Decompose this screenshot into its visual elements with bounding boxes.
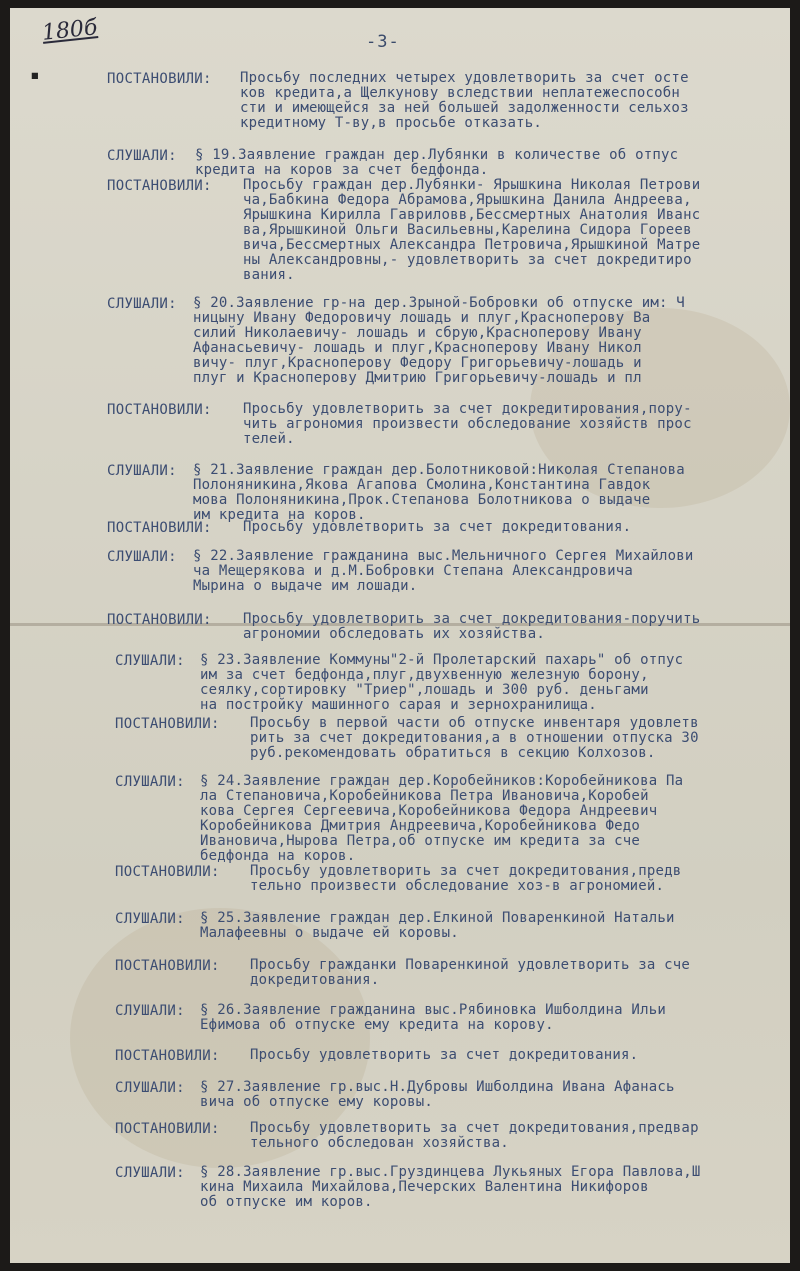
entry-label: СЛУШАЛИ: (115, 911, 185, 927)
entry-label: ПОСТАНОВИЛИ: (107, 178, 212, 194)
entry-text: Просьбу удовлетворить за счет докредитования. (243, 520, 632, 535)
entry-text: § 25.Заявление граждан дер.Елкиной Поваренкиной Натальи Малафеевны о выдаче ей коровы. (200, 911, 675, 941)
page-number: -3- (366, 32, 400, 52)
entry-text: § 26.Заявление гражданина выс.Рябиновка Ишболдина Ильи Ефимова об отпуске ему кредита на корову. (200, 1003, 666, 1033)
entry-label: ПОСТАНОВИЛИ: (107, 71, 212, 87)
document-sheet (10, 8, 790, 1263)
entry-label: ПОСТАНОВИЛИ: (107, 402, 212, 418)
entry-label: ПОСТАНОВИЛИ: (115, 958, 220, 974)
entry-label: СЛУШАЛИ: (107, 148, 177, 164)
entry-text: § 22.Заявление гражданина выс.Мельничного Сергея Михайлови ча Мещерякова и д.М.Бобровки Степана Александровича Мырина о выдаче им лошади. (193, 549, 694, 594)
archive-number: 180б (40, 15, 99, 46)
entry-text: § 27.Заявление гр.выс.Н.Дубровы Ишболдина Ивана Афанась вича об отпуске ему коровы. (200, 1080, 675, 1110)
entry-label: СЛУШАЛИ: (107, 549, 177, 565)
entry-text: § 21.Заявление граждан дер.Болотниковой:Николая Степанова Полоняникина,Якова Агапова Смолина,Константина Гавдок мова Полоняникина,Прок.Степанова Болотникова о выдаче им кредита на коров. (193, 463, 685, 523)
entry-label: СЛУШАЛИ: (115, 1003, 185, 1019)
entry-text: Просьбу удовлетворить за счет докредитования-поручить агрономии обследовать их хозяйства. (243, 612, 701, 642)
entry-label: ПОСТАНОВИЛИ: (115, 716, 220, 732)
entry-text: Просьбу последних четырех удовлетворить за счет осте ков кредита,а Щелкунову вследствии неплатежеспособн сти и имеющейся за ней большей задолженности сельхоз кредитному Т-ву,в просьбе отказать. (240, 71, 689, 131)
entry-text: § 19.Заявление граждан дер.Лубянки в количестве об отпус кредита на коров за счет бедфонда. (195, 148, 679, 178)
entry-text: Просьбу удовлетворить за счет докредитования. (250, 1048, 639, 1063)
entry-text: Просьбу граждан дер.Лубянки- Ярышкина Николая Петрови ча,Бабкина Федора Абрамова,Ярышкина Данила Андреева, Ярышкина Кирилла Гавриловв,Бессмертных Анатолия Иванс ва,Ярышкиной Ольги Васильевны,Карелина Сидора Гореев вича,Бессмертных Александра Петровича,Ярышкиной Матре ны Александровны,- удовлетворить за счет докредитиро вания. (243, 178, 701, 283)
entry-label: СЛУШАЛИ: (115, 653, 185, 669)
entry-text: Просьбу удовлетворить за счет докредитования,предв тельно произвести обследование хоз-в агрономией. (250, 864, 682, 894)
entry-label: ПОСТАНОВИЛИ: (115, 1048, 220, 1064)
entry-text: Просьбу удовлетворить за счет докредитирования,пору- чить агрономия произвести обследование хозяйств прос телей. (243, 402, 692, 447)
entry-label: ПОСТАНОВИЛИ: (107, 520, 212, 536)
entry-label: СЛУШАЛИ: (107, 463, 177, 479)
entry-label: СЛУШАЛИ: (107, 296, 177, 312)
entry-label: СЛУШАЛИ: (115, 1165, 185, 1181)
entry-text: Просьбу гражданки Поваренкиной удовлетворить за сче докредитования. (250, 958, 691, 988)
entry-text: § 28.Заявление гр.выс.Груздинцева Лукьяных Егора Павлова,Ш кина Михаила Михайлова,Печерских Валентина Никифоров об отпуске им коров. (200, 1165, 701, 1210)
entry-text: Просьбу удовлетворить за счет докредитования,предвар тельного обследован хозяйства. (250, 1121, 699, 1151)
entry-text: § 23.Заявление Коммуны"2-й Пролетарский пахарь" об отпус им за счет бедфонда,плуг,двухвенную железную борону, сеялку,сортировку "Триер",лошадь и 300 руб. деньгами на постройку машинного сарая и зернохранилища. (200, 653, 684, 713)
margin-mark: ▪ (30, 65, 40, 84)
entry-text: § 20.Заявление гр-на дер.Зрыной-Бобровки об отпуске им: Ч ницыну Ивану Федоровичу лошадь и плуг,Красноперову Ва силий Николаевичу- лошадь и сбрую,Красноперову Ивану Афанасьевичу- лошадь и плуг,Красноперову Ивану Никол вичу- плуг,Красноперову Федору Григорьевичу-лошадь и плуг и Красноперову Дмитрию Григорьевичу-лошадь и пл (193, 296, 685, 386)
entry-label: ПОСТАНОВИЛИ: (115, 864, 220, 880)
entry-label: СЛУШАЛИ: (115, 1080, 185, 1096)
entry-label: ПОСТАНОВИЛИ: (115, 1121, 220, 1137)
entry-label: СЛУШАЛИ: (115, 774, 185, 790)
entry-text: § 24.Заявление граждан дер.Коробейников:Коробейникова Па ла Степановича,Коробейникова Петра Ивановича,Коробей кова Сергея Сергеевича,Коробейникова Федора Андреевич Коробейникова Дмитрия Андреевича,Коробейникова Федо Ивановича,Нырова Петра,об отпуске им кредита за сче бедфонда на коров. (200, 774, 684, 864)
entry-text: Просьбу в первой части об отпуске инвентаря удовлетв рить за счет докредитования,а в отношении отпуска 30 руб.рекомендовать обратиться в секцию Колхозов. (250, 716, 699, 761)
entry-label: ПОСТАНОВИЛИ: (107, 612, 212, 628)
